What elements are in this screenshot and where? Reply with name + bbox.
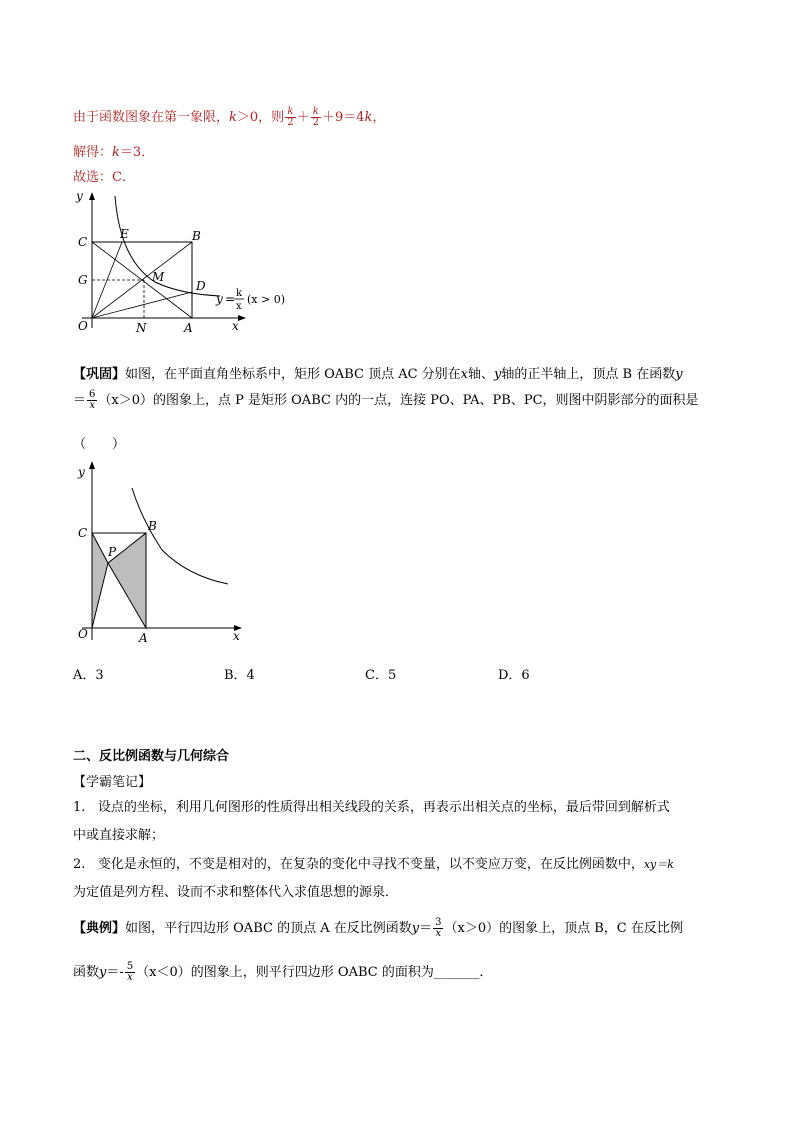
fraction-3-over-x: $\frac{3}{x}$ [435,917,442,939]
fraction-6-over-x: $\frac{6}{x}$ [89,389,96,411]
option-a: A．3 [73,668,104,683]
label-o: O [78,627,88,641]
problem-line-1: 【巩固】如图，在平面直角坐标系中，矩形 OABC 顶点 AC 分别在x轴、y轴的正半轴上，顶点 B 在函数y [73,367,683,382]
label-x: x [233,629,240,643]
y-axis-arrow [89,192,95,200]
figure-2 [70,458,270,648]
section-title: 二、反比例函数与几何综合 [73,749,230,764]
option-c: C．5 [365,668,397,683]
label-b: B [148,519,157,533]
line-o-d [92,292,192,318]
label-e: E [120,227,129,241]
label-o: O [78,319,88,333]
note-item-1-cont: 中或直接求解； [73,828,165,843]
label-c: C [78,526,88,540]
label-y: y [78,465,85,479]
solution-line-3: 故选：C． [73,170,135,185]
func-den: x [236,301,242,312]
example-line-1: 【典例】如图，平行四边形 OABC 的顶点 A 在反比例函数y＝ $\frac{3}{x}$ （x＞0）的图象上，顶点 B，C 在反比例 [73,917,683,939]
label-b: B [192,229,201,243]
func-domain: (x > 0) [247,293,285,306]
example-line-2: 函数y＝- $\frac{5}{x}$ （x＜0）的图象上，则平行四边形 OABC 的面积为_______． [73,961,493,983]
problem-line-2: ＝ $\frac{6}{x}$ （x＞0）的图象上，点 P 是矩形 OABC 内的一点，连接 PO、PA、PB、PC，则图中阴影部分的面积是 [73,389,699,411]
note-item-2-cont: 为定值是列方程、设而不求和整体代入求值思想的源泉． [73,885,399,900]
answer-blank[interactable]: _______ [433,965,480,980]
label-m: M [152,270,165,284]
label-a: A [139,631,148,645]
label-p: P [108,545,117,559]
label-y: y [76,190,83,203]
func-eq: = [225,292,236,306]
fraction-5-over-x: $\frac{5}{x}$ [126,961,134,983]
solution-line-2: 解得：k＝3． [73,145,155,160]
func-num: k [236,288,243,299]
fraction-k-over-2-b: $\frac{k}{2}$ [312,106,319,128]
figure-1 [70,190,300,340]
option-b: B．4 [224,668,255,683]
label-a: A [184,321,193,335]
option-d: D．6 [498,668,530,683]
y-axis-arrow [89,461,95,469]
solution-line-1: 由于函数图象在第一象限，k＞0，则 $\frac{k}{2}$ ＋ $\frac{k}{2}$ ＋9＝4k， [73,106,386,128]
x-axis-arrow [238,315,246,321]
note-item-1: 1. 设点的坐标，利用几何图形的性质得出相关线段的关系，再表示出相关点的坐标，最后带回到解析式 [73,800,670,815]
label-d: D [196,279,206,293]
label-c: C [78,235,88,249]
label-x: x [232,319,239,333]
label-g: G [78,273,88,287]
problem-line-3: （ ） [73,437,126,452]
note-item-2: 2. 变化是永恒的，不变是相对的，在复杂的变化中寻找不变量，以不变应万变，在反比例函数中，xy＝k [73,857,674,872]
fraction-k-over-2: $\frac{k}{2}$ [287,106,294,128]
func-y: y [216,292,223,306]
label-n: N [136,321,147,335]
notes-tag: 【学霸笔记】 [73,775,152,790]
